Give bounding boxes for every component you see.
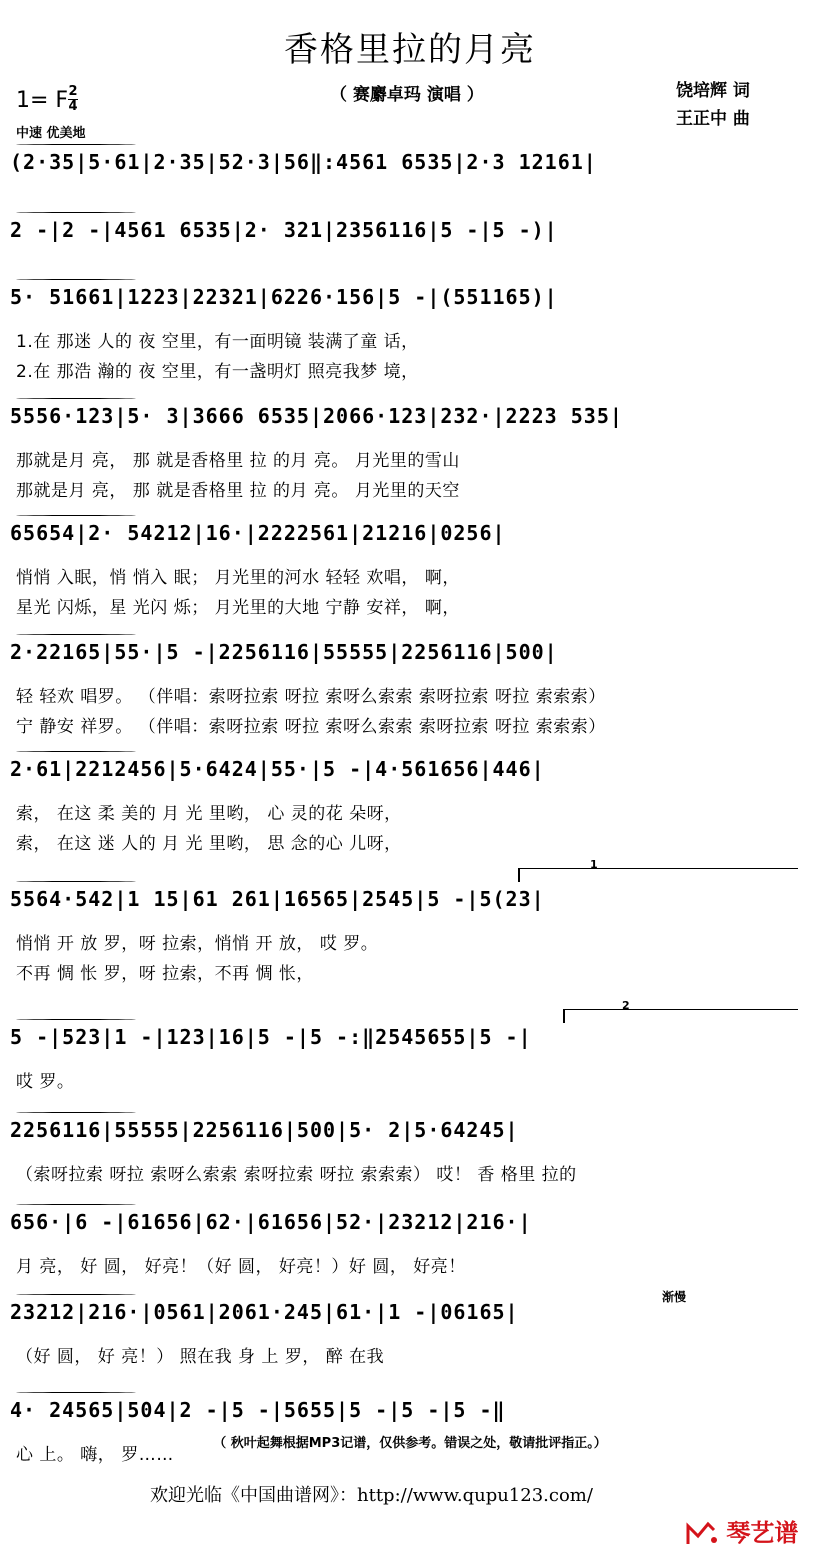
lyric-line: 不再 惆 怅 罗，呀 拉索，不再 惆 怅， xyxy=(16,964,314,984)
slur-mark xyxy=(16,1019,136,1020)
lyric-line: 宁 静安 祥罗。 （伴唱：索呀拉索 呀拉 索呀么索索 索呀拉索 呀拉 索索索） xyxy=(16,717,606,737)
volta-1-bracket xyxy=(518,868,798,869)
lyric-line: （好 圆， 好 亮！） 照在我 身 上 罗， 醉 在我 xyxy=(16,1347,385,1367)
volta-2-bracket xyxy=(563,1009,798,1010)
performer-credit: （ 赛麝卓玛 演唱 ） xyxy=(330,85,484,105)
lyric-line: 索， 在这 迷 人的 月 光 里哟， 思 念的心 儿呀， xyxy=(16,834,402,854)
slur-mark xyxy=(16,881,136,882)
song-title: 香格里拉的月亮 xyxy=(284,30,536,70)
lyric-line: 那就是月 亮， 那 就是香格里 拉 的月 亮。 月光里的雪山 xyxy=(16,451,460,471)
lyric-line: 星光 闪烁，星 光闪 烁； 月光里的大地 宁静 安祥， 啊， xyxy=(16,598,460,618)
lyricist-credit: 饶培辉 词 xyxy=(676,81,750,101)
lyric-line: 悄悄 入眠，悄 悄入 眠； 月光里的河水 轻轻 欢唱， 啊， xyxy=(16,568,460,588)
lyric-line: （索呀拉索 呀拉 索呀么索索 索呀拉索 呀拉 索索索） 哎！ 香 格里 拉的 xyxy=(16,1165,577,1185)
notation-row: 23212|216·|0561|2061·245|61·|1 -|06165| xyxy=(10,1300,519,1324)
slur-mark xyxy=(16,751,136,752)
notation-row: 2 -|2 -|4561 6535|2· 321|2356116|5 -|5 -)| xyxy=(10,218,558,242)
slur-mark xyxy=(16,634,136,635)
lyric-line: 那就是月 亮， 那 就是香格里 拉 的月 亮。 月光里的天空 xyxy=(16,481,460,501)
lyric-line: 心 上。 嗨， 罗…… xyxy=(16,1445,174,1465)
volta-2-tick xyxy=(563,1009,565,1023)
tempo-marking: 中速 优美地 xyxy=(16,126,86,141)
key-signature: 1= F xyxy=(16,88,69,113)
notation-row: 2·22165|55·|5 -|2256116|55555|2256116|500| xyxy=(10,640,558,664)
volta-1-label: 1 xyxy=(590,858,598,871)
volta-2-label: 2 xyxy=(622,999,630,1012)
time-signature: 2 4 xyxy=(68,84,78,114)
lyric-line: 索， 在这 柔 美的 月 光 里哟， 心 灵的花 朵呀， xyxy=(16,804,402,824)
notation-row: 656·|6 -|61656|62·|61656|52·|23212|216·| xyxy=(10,1210,532,1234)
volta-1-tick xyxy=(518,868,520,882)
brand-logo: 琴艺谱 xyxy=(684,1513,798,1548)
slur-mark xyxy=(16,144,136,145)
notation-row: 2·61|2212456|5·6424|55·|5 -|4·561656|446| xyxy=(10,757,545,781)
lyric-line: 轻 轻欢 唱罗。 （伴唱：索呀拉索 呀拉 索呀么索索 索呀拉索 呀拉 索索索） xyxy=(16,687,606,707)
notation-row: 5564·542|1 15|61 261|16565|2545|5 -|5(23| xyxy=(10,887,545,911)
slur-mark xyxy=(16,1204,136,1205)
notation-row: 4· 24565|504|2 -|5 -|5655|5 -|5 -|5 -‖ xyxy=(10,1398,506,1422)
slur-mark xyxy=(16,1294,136,1295)
lyric-line: 1.在 那迷 人的 夜 空里，有一面明镜 装满了童 话， xyxy=(16,332,419,352)
ritardando-mark: 渐慢 xyxy=(662,1290,687,1304)
notation-row: (2·35|5·61|2·35|52·3|56‖:4561 6535|2·3 12161| xyxy=(10,150,597,174)
lyric-line: 哎 罗。 xyxy=(16,1072,75,1092)
slur-mark xyxy=(16,1392,136,1393)
site-credit: 欢迎光临《中国曲谱网》：http://www.qupu123.com/ xyxy=(150,1485,593,1506)
lyric-line: 月 亮， 好 圆， 好亮！（好 圆， 好亮！）好 圆， 好亮！ xyxy=(16,1257,466,1277)
lyric-line: 2.在 那浩 瀚的 夜 空里，有一盏明灯 照亮我梦 境， xyxy=(16,362,419,382)
notation-row: 5· 51661|1223|22321|6226·156|5 -|(551165)| xyxy=(10,285,558,309)
transcription-note: （ 秋叶起舞根据MP3记谱，仅供参考。错误之处，敬请批评指正。） xyxy=(213,1436,607,1451)
notation-row: 5556·123|5· 3|3666 6535|2066·123|232·|2223 535| xyxy=(10,404,623,428)
slur-mark xyxy=(16,398,136,399)
lyric-line: 悄悄 开 放 罗，呀 拉索，悄悄 开 放， 哎 罗。 xyxy=(16,934,379,954)
brand-logo-icon xyxy=(684,1520,718,1548)
slur-mark xyxy=(16,212,136,213)
slur-mark xyxy=(16,1112,136,1113)
slur-mark xyxy=(16,279,136,280)
notation-row: 65654|2· 54212|16·|2222561|21216|0256| xyxy=(10,521,506,545)
notation-row: 5 -|523|1 -|123|16|5 -|5 -:‖2545655|5 -| xyxy=(10,1025,532,1049)
slur-mark xyxy=(16,515,136,516)
composer-credit: 王正中 曲 xyxy=(676,109,750,129)
notation-row: 2256116|55555|2256116|500|5· 2|5·64245| xyxy=(10,1118,519,1142)
